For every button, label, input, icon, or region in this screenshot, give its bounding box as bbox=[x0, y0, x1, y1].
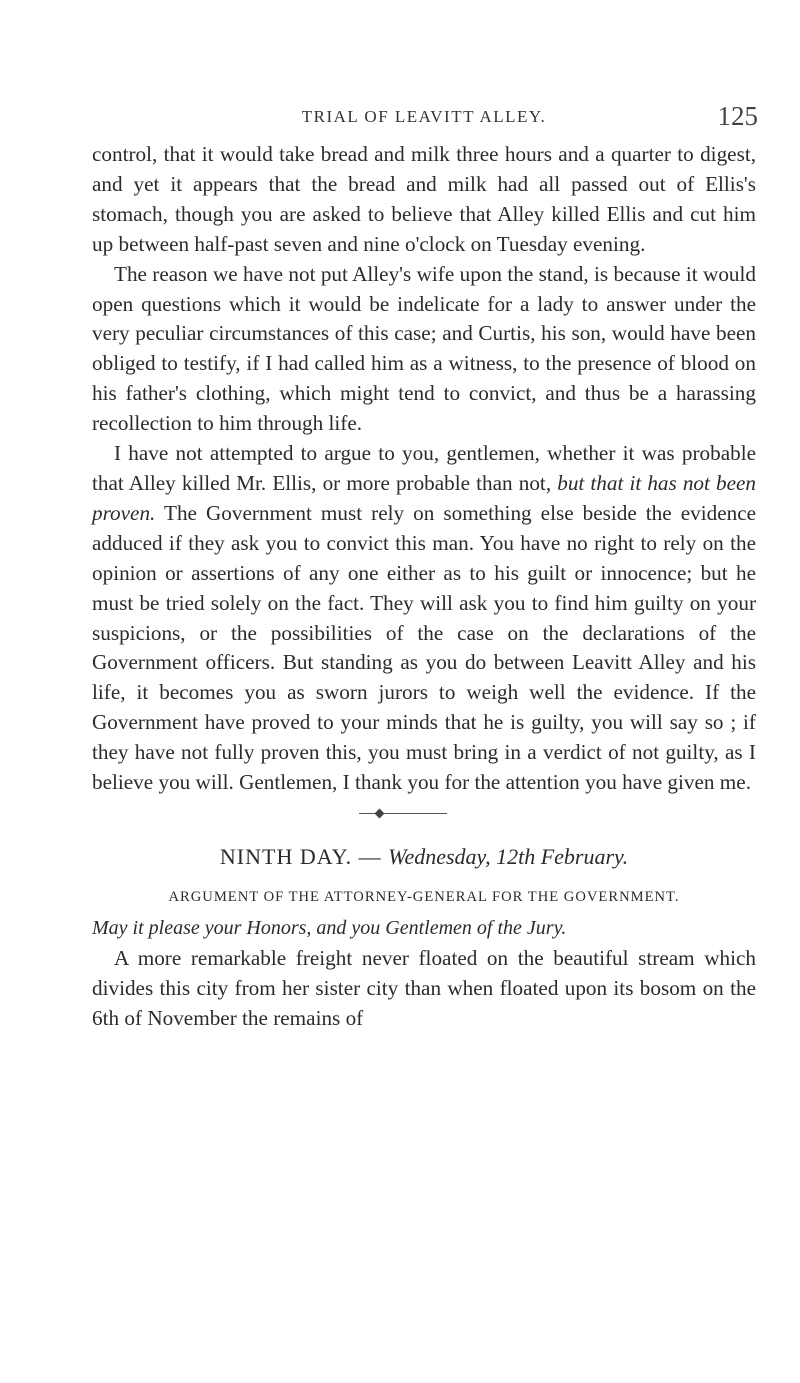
running-head: TRIAL OF LEAVITT ALLEY. bbox=[301, 107, 547, 126]
day-date: Wednesday, 12th February. bbox=[388, 843, 629, 869]
page-body bbox=[92, 140, 756, 1034]
argument-opening: A more remarkable freight never floated on the beautiful stream which divides this city from her sister city than when floated upon its bosom on the 6th of November the remains of bbox=[92, 945, 756, 1030]
day-heading bbox=[92, 842, 756, 872]
page-header bbox=[92, 103, 756, 133]
paragraph-3-text: I have not attempted to argue to you, gentlemen, whether it was probable that Alley killed Mr. Ellis, or more probable than not, bbox=[92, 441, 756, 495]
page-number: 125 bbox=[717, 101, 758, 131]
paragraph-3-italic: but that it has not been proven. bbox=[92, 470, 757, 525]
paragraph-1: control, that it would take bread and milk three hours and a quarter to digest, and yet it appears that the bread and milk had all passed out of Ellis's stomach, though you are asked to believe that Alley killed Ellis and cut him up between half-past seven and nine o'clock on Tuesday evening. bbox=[92, 142, 756, 256]
day-title: NINTH DAY. — bbox=[219, 843, 389, 869]
paragraph-2: The reason we have not put Alley's wife upon the stand, is because it would open questions which it would be indelicate for a lady to answer under the very peculiar circumstances of this case; and Curtis, his son, would have been obliged to testify, if I had called him as a witness, to the presence of blood on his father's clothing, which might tend to convict, and thus be a harassing recollection to him through life. bbox=[92, 261, 756, 436]
argument-heading: ARGUMENT OF THE ATTORNEY-GENERAL FOR THE GOVERNMENT. bbox=[168, 888, 680, 905]
paragraph-3-text-end: The Government must rely on something else beside the evidence adduced if they ask you to convict this man. You have no right to rely on the opinion or assertions of any one either as to his guilt or innocence; but he must be tried solely on the fact. They will ask you to find him guilty on your suspicions, or the possibilities of the case on the declarations of the Government officers. But standing as you do between Leavitt Alley and his life, it becomes you as sworn jurors to weigh well the evidence. If the Government have proved to your minds that he is guilty, you will say so ; if they have not fully proven this, you must bring in a verdict of not guilty, as I believe you will. Gentlemen, I thank you for the attention you have given me. bbox=[92, 500, 756, 795]
divider-line bbox=[359, 813, 447, 814]
divider-diamond-icon bbox=[375, 808, 385, 818]
paragraph-3 bbox=[92, 439, 756, 798]
section-divider bbox=[92, 798, 756, 829]
jury-address: May it please your Honors, and you Gentlemen of the Jury. bbox=[92, 916, 567, 939]
